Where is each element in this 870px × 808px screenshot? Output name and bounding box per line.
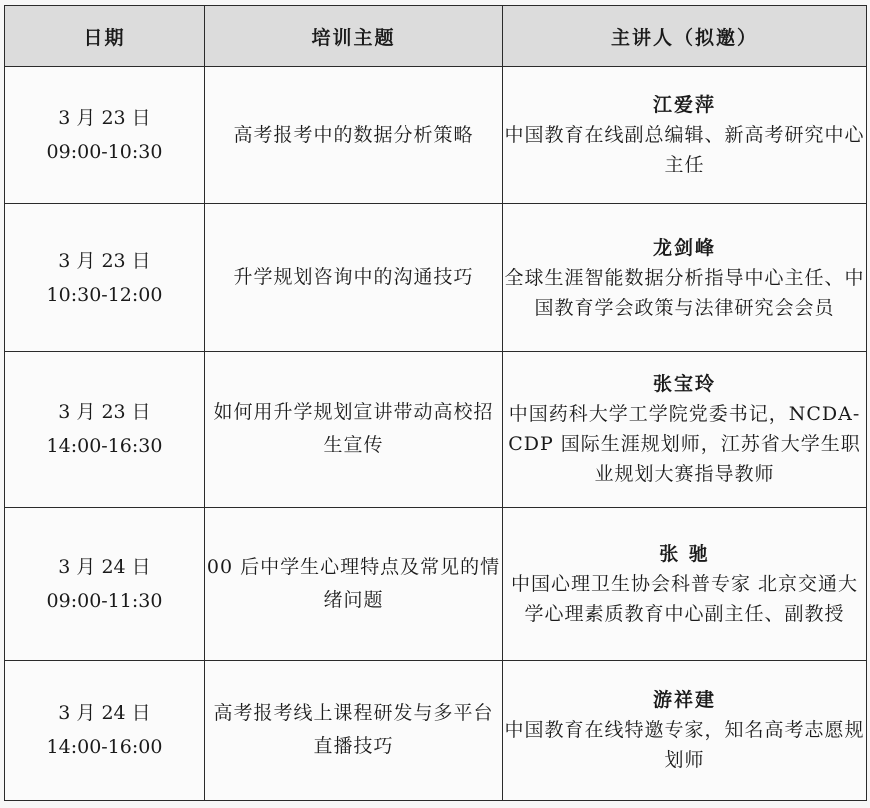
header-date: 日期 — [5, 6, 205, 67]
date-cell — [5, 204, 205, 352]
speaker-name: 游祥建 — [652, 689, 716, 712]
header-topic: 培训主题 — [205, 6, 503, 67]
session-time: 14:00-16:30 — [46, 435, 163, 458]
date-cell — [5, 67, 205, 204]
speaker-cell — [503, 507, 867, 660]
session-date: 3 月 24 日 — [58, 702, 151, 725]
topic-cell — [205, 660, 503, 800]
speaker-title: 中国教育在线副总编辑、新高考研究中心主任 — [504, 124, 865, 177]
topic-cell — [205, 67, 503, 204]
topic-cell — [205, 204, 503, 352]
speaker-title: 中国药科大学工学院党委书记，NCDA-CDP 国际生涯规划师，江苏省大学生职业规划大赛指导教师 — [508, 403, 861, 486]
table-row — [5, 507, 867, 660]
table-row — [5, 660, 867, 800]
session-date: 3 月 24 日 — [58, 555, 151, 578]
speaker-cell — [503, 660, 867, 800]
session-date: 3 月 23 日 — [58, 107, 151, 130]
speaker-title: 中国教育在线特邀专家，知名高考志愿规划师 — [504, 719, 865, 772]
session-date: 3 月 23 日 — [58, 401, 151, 424]
table-header-row — [5, 6, 867, 67]
speaker-cell — [503, 67, 867, 204]
table-row — [5, 204, 867, 352]
speaker-name: 张 驰 — [659, 542, 710, 565]
session-time: 09:00-10:30 — [46, 141, 163, 164]
session-topic: 升学规划咨询中的沟通技巧 — [233, 266, 474, 289]
date-cell — [5, 507, 205, 660]
training-schedule-table — [4, 5, 867, 801]
session-topic: 如何用升学规划宣讲带动高校招生宣传 — [213, 401, 494, 457]
speaker-cell — [503, 204, 867, 352]
session-time: 10:30-12:00 — [46, 283, 163, 306]
table-row — [5, 67, 867, 204]
topic-cell — [205, 352, 503, 507]
session-time: 14:00-16:00 — [46, 736, 163, 759]
header-speaker: 主讲人（拟邀） — [503, 6, 867, 67]
session-time: 09:00-11:30 — [46, 589, 163, 612]
speaker-title: 中国心理卫生协会科普专家 北京交通大学心理素质教育中心副主任、副教授 — [510, 572, 859, 625]
speaker-cell — [503, 352, 867, 507]
session-topic: 高考报考线上课程研发与多平台直播技巧 — [213, 702, 494, 758]
session-topic: 00 后中学生心理特点及常见的情绪问题 — [206, 555, 501, 611]
speaker-name: 龙剑峰 — [652, 236, 716, 259]
date-cell — [5, 660, 205, 800]
topic-cell — [205, 507, 503, 660]
table-row — [5, 352, 867, 507]
date-cell — [5, 352, 205, 507]
session-topic: 高考报考中的数据分析策略 — [233, 123, 474, 146]
speaker-name: 江爱萍 — [652, 94, 716, 117]
speaker-title: 全球生涯智能数据分析指导中心主任、中国教育学会政策与法律研究会会员 — [504, 266, 865, 319]
session-date: 3 月 23 日 — [58, 249, 151, 272]
speaker-name: 张宝玲 — [652, 373, 716, 396]
